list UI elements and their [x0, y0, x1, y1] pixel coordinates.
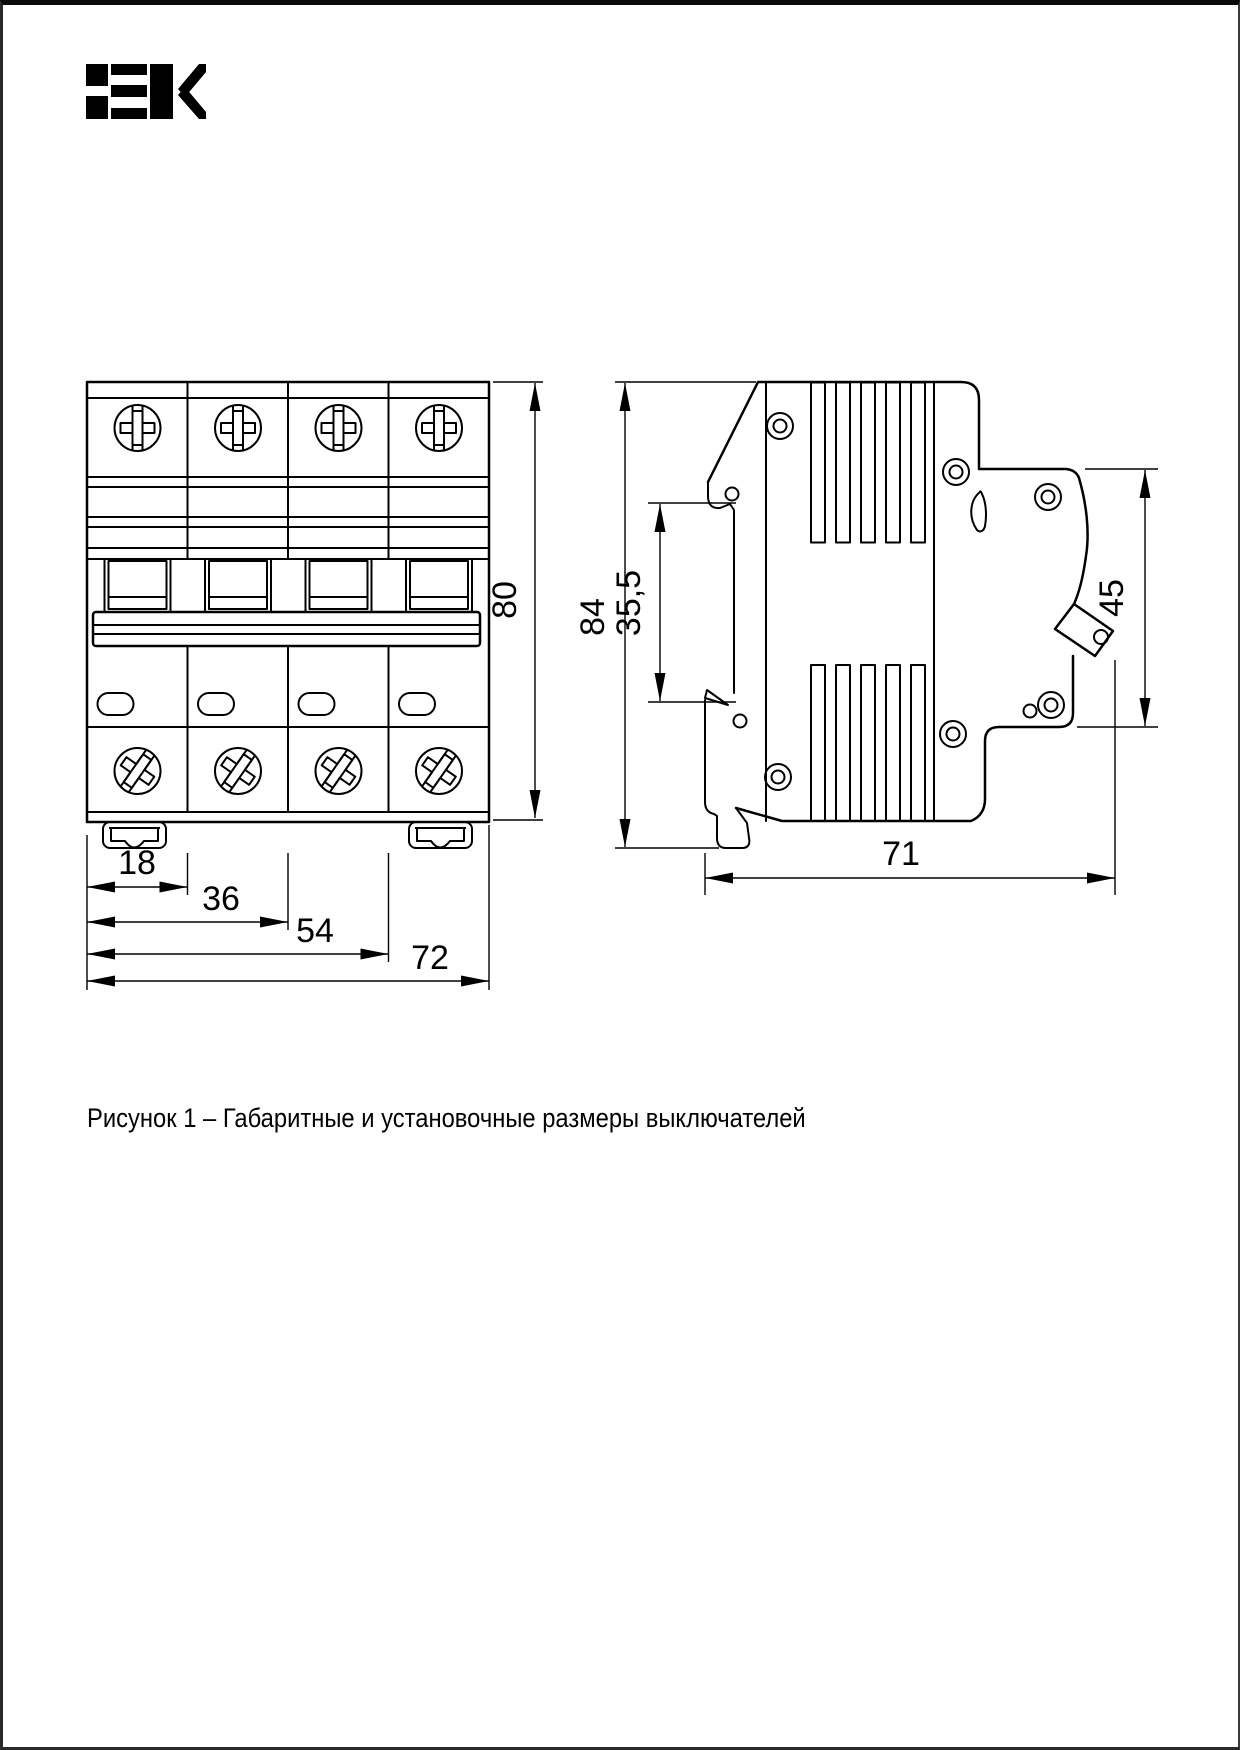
screw-icon: [316, 405, 362, 451]
indicator-windows: [98, 693, 436, 715]
screw-icon: [215, 405, 261, 451]
dimension-arrows: [87, 383, 541, 987]
technical-drawing: [3, 5, 1240, 1750]
vent-slots-bottom: [811, 665, 925, 821]
din-clip-tip: [705, 690, 728, 705]
vent-slots-top: [811, 383, 925, 543]
rivet-icon: [767, 413, 793, 439]
clip-pin-lower: [734, 715, 747, 728]
dim-label-84: 84: [574, 598, 612, 636]
din-hook-upper: [708, 482, 734, 693]
front-view: [87, 382, 489, 848]
dim-label-45: 45: [1093, 579, 1131, 617]
rivet-icon: [1038, 692, 1064, 718]
dim-label-80: 80: [486, 581, 524, 619]
screw-icon: [412, 743, 465, 799]
dim-label-54: 54: [296, 912, 334, 950]
clip-pin-upper: [726, 488, 739, 501]
rivet-icon: [1035, 484, 1061, 510]
rivet-icon: [940, 721, 966, 747]
dim-label-72: 72: [411, 939, 449, 977]
side-outline-bottom: [736, 656, 1073, 821]
screw-icon: [115, 405, 161, 451]
din-clip-body: [705, 700, 749, 848]
din-clips: [103, 822, 472, 848]
iek-logo-icon: [86, 64, 206, 119]
dim-label-36: 36: [202, 880, 240, 918]
toggle-link-bar: [93, 612, 480, 646]
toggle-handles: [105, 559, 473, 612]
screw-icon: [416, 405, 462, 451]
rivet-icon: [765, 764, 791, 790]
front-view-dimensions: [87, 382, 543, 990]
toggle-lever-hole: [1094, 630, 1108, 644]
dim-label-71: 71: [882, 835, 920, 873]
screw-icon: [111, 743, 164, 799]
screw-icon: [312, 743, 365, 799]
dim-label-18: 18: [118, 844, 156, 882]
figure-caption: Рисунок 1 – Габаритные и установочные размеры выключателей: [87, 1103, 806, 1133]
screw-icon: [211, 743, 264, 799]
kidney-slot: [971, 491, 986, 531]
dim-label-35-5: 35,5: [610, 569, 648, 637]
side-outline-top: [708, 382, 1088, 604]
pin-hole: [1024, 705, 1037, 718]
side-view: [705, 382, 1113, 848]
rivet-icon: [943, 459, 969, 485]
